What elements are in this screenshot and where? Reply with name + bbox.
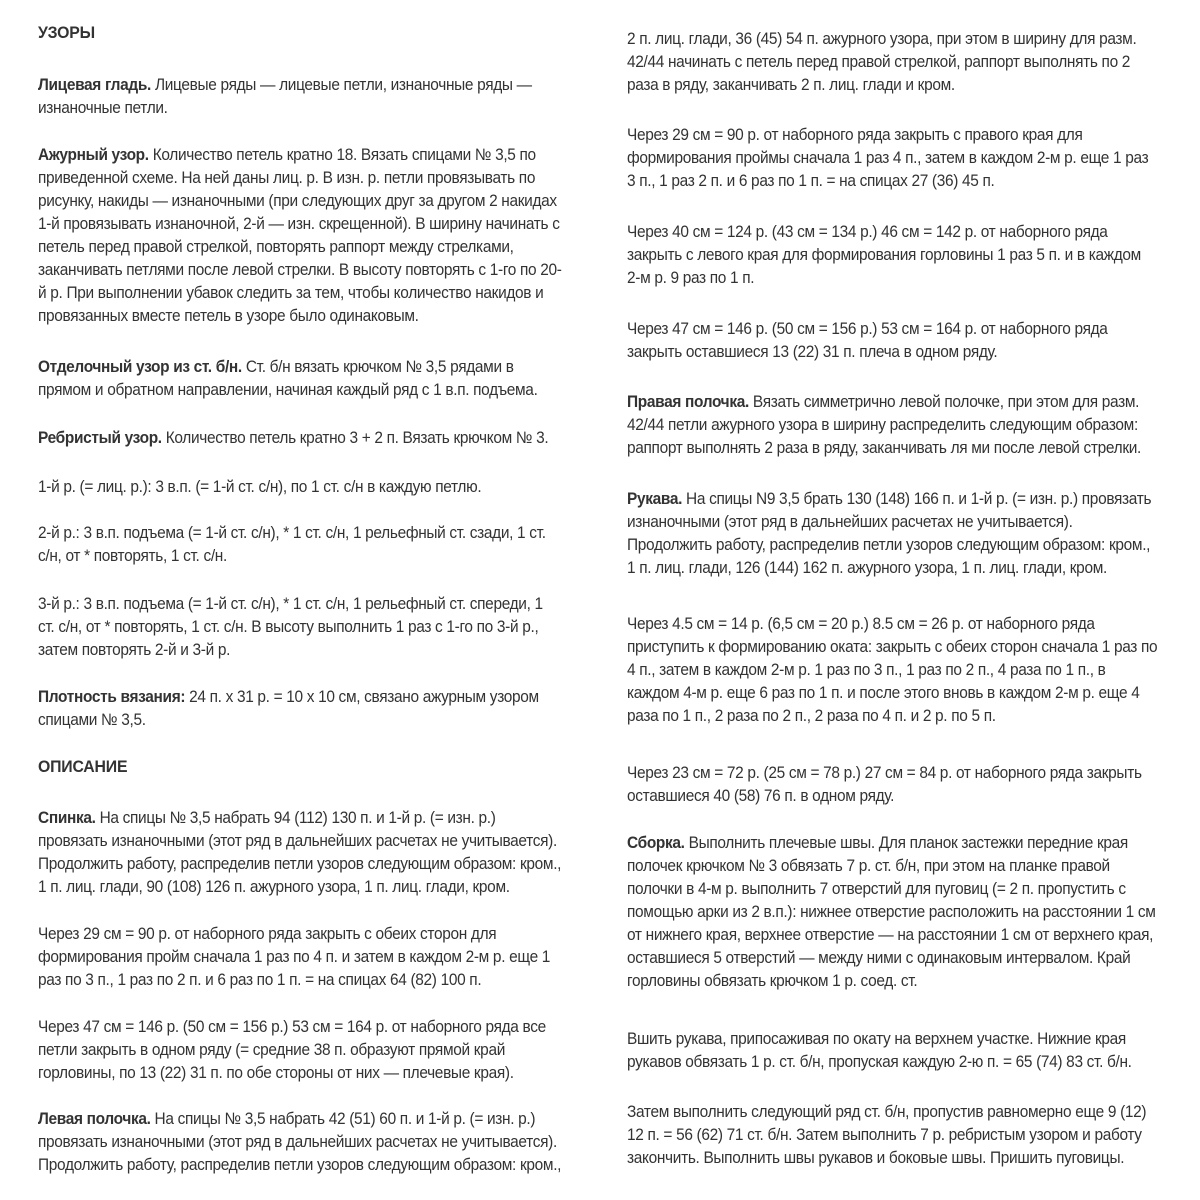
paragraph-lead: Левая полочка.: [38, 1109, 151, 1128]
text-line: провязать изнаночными (этот ряд в дальнейших расчетах не учитывается).: [38, 831, 557, 850]
paragraph-back-neck: [38, 1015, 546, 1084]
text-line: 2-м р. 9 раз по 1 п.: [627, 268, 755, 287]
text-line: Продолжить работу, распределив петли узоров следующим образом: кром.,: [38, 1155, 562, 1174]
paragraph-ribbed: [38, 426, 549, 449]
paragraph-lead: Ажурный узор.: [38, 145, 149, 164]
text-line: 3 п., 1 раз 2 п. и 6 раз по 1 п. = на спицах 27 (36) 45 п.: [627, 171, 995, 190]
paragraph-density: [38, 685, 540, 731]
paragraph-lead: Лицевая гладь.: [38, 75, 151, 94]
paragraph-sleeve-cap: [627, 612, 1158, 727]
paragraph-front-neck: [627, 220, 1139, 289]
text-line: Через 47 см = 146 р. (50 см = 156 р.) 53 см = 164 р. от наборного ряда: [627, 319, 1108, 338]
text-line: 1 п. лиц. глади, 126 (144) 162 п. ажурного узора, 1 п. лиц. глади, кром.: [627, 558, 1107, 577]
paragraph-row1: [38, 475, 540, 498]
paragraph-lead: Отделочный узор из ст. б/н.: [38, 357, 242, 376]
text-line: провязать изнаночными (этот ряд в дальнейших расчетах не учитывается).: [38, 1132, 557, 1151]
text-line: раппорт выполнять 2 раза в ряду, заканчивать ля ми после левой стрелки.: [627, 438, 1142, 457]
text-line: петель перед правой стрелкой, повторять раппорт между стрелками,: [38, 237, 514, 256]
text-line: спицами № 3,5.: [38, 710, 146, 729]
paragraph-lead: Спинка.: [38, 808, 96, 827]
text-line: Вязать симметрично левой полочке, при этом для разм.: [752, 392, 1140, 411]
text-line: горловины, по 13 (22) 31 п. по обе стороны от них — плечевые края).: [38, 1063, 514, 1082]
paragraph-right-front: [627, 390, 1142, 459]
text-line: 1-й р. (= лиц. р.): 3 в.п. (= 1-й ст. с/н), по 1 ст. с/н в каждую петлю.: [38, 477, 482, 496]
text-line: оставшиеся 40 (58) 76 п. в одном ряду.: [627, 786, 895, 805]
text-line: Через 40 см = 124 р. (43 см = 134 р.) 46 см = 142 р. от наборного ряда: [627, 222, 1108, 241]
text-line: 2 п. лиц. глади, 36 (45) 54 п. ажурного узора, при этом в ширину для разм.: [627, 29, 1137, 48]
text-line: Затем выполнить следующий ряд ст. б/н, пропустив равномерно еще 9 (12): [627, 1102, 1147, 1121]
paragraph-back: [38, 806, 562, 898]
text-line: заканчивать петлями после левой стрелки. В высоту повторять с 1-го по 20-: [38, 260, 562, 279]
text-line: формирования проймы сначала 1 раз 4 п., затем в каждом 2-м р. еще 1 раз: [627, 148, 1149, 167]
text-line: изнаночными (этот ряд в дальнейших расчетах не учитывается).: [627, 512, 1073, 531]
text-line: Через 47 см = 146 р. (50 см = 156 р.) 53 см = 164 р. от наборного ряда все: [38, 1017, 546, 1036]
text-line: На спицы № 3,5 набрать 94 (112) 130 п. и 1-й р. (= изн. р.): [99, 808, 496, 827]
paragraph-left-front: [38, 1107, 562, 1176]
text-line: Через 29 см = 90 р. от наборного ряда закрыть с правого края для: [627, 125, 1083, 144]
text-line: й р. При выполнении убавок следить за тем, чтобы количество накидов и: [38, 283, 544, 302]
text-line: рисунку, накиды — изнаночными (при следующих друг за другом 2 накидах: [38, 191, 557, 210]
text-line: 42/44 петли ажурного узора в ширину распределить следующим образом:: [627, 415, 1138, 434]
text-line: оставшиеся 5 отверстий — между ними с одинаковым интервалом. Край: [627, 948, 1131, 967]
text-line: раза в ряду, заканчивать 2 п. лиц. глади и кром.: [627, 75, 955, 94]
text-line: 12 п. = 56 (62) 71 ст. б/н. Затем выполнить 7 р. ребристым узором и работу: [627, 1125, 1142, 1144]
text-line: Через 4.5 см = 14 р. (6,5 см = 20 р.) 8.5 см = 26 р. от наборного ряда: [627, 614, 1095, 633]
text-line: Продолжить работу, распределив петли узоров следующим образом: кром.,: [38, 854, 562, 873]
text-line: раза по 1 п., 2 раза по 2 п., 2 раза по 4 п. и 2 р. по 5 п.: [627, 706, 996, 725]
text-line: 2-й р.: 3 в.п. подъема (= 1-й ст. с/н), * 1 ст. с/н, 1 рельефный ст. сзади, 1 ст.: [38, 523, 546, 542]
text-line: Вшить рукава, припосаживая по окату на верхнем участке. Нижние края: [627, 1029, 1126, 1048]
paragraph-left-front-continued: [627, 27, 1139, 96]
text-line: помощью арки из 2 в.п.): нижнее отверстие расположить на расстоянии 1 см: [627, 902, 1156, 921]
text-line: от нижнего края, верхнее отверстие — на расстоянии 1 см от верхнего края,: [627, 925, 1154, 944]
paragraph-lead: Ребристый узор.: [38, 428, 162, 447]
paragraph-lead: Плотность вязания:: [38, 687, 186, 706]
paragraph-lead: Правая полочка.: [627, 392, 749, 411]
paragraph-sleeves: [627, 487, 1152, 579]
text-line: рукавов обвязать 1 р. ст. б/н, пропуская каждую 2-ю п. = 65 (74) 83 ст. б/н.: [627, 1052, 1132, 1071]
text-line: приведенной схеме. На ней даны лиц. р. В изн. р. петли провязывать по: [38, 168, 536, 187]
text-line: с/н, от * повторять, 1 ст. с/н.: [38, 546, 227, 565]
paragraph-lead: Сборка.: [627, 833, 685, 852]
text-line: На спицы № 3,5 набрать 42 (51) 60 п. и 1-й р. (= изн. р.): [154, 1109, 536, 1128]
text-line: изнаночные петли.: [38, 98, 168, 117]
text-line: полочек крючком № 3 обвязать 7 р. ст. б/н, при этом на планке правой: [627, 856, 1110, 875]
text-line: 1 п. лиц. глади, 90 (108) 126 п. ажурного узора, 1 п. лиц. глади, кром.: [38, 877, 510, 896]
paragraph-row2: [38, 521, 546, 567]
text-line: 3-й р.: 3 в.п. подъема (= 1-й ст. с/н), * 1 ст. с/н, 1 рельефный ст. спереди, 1: [38, 594, 543, 613]
paragraph-sew-sleeves: [627, 1027, 1139, 1073]
paragraph-finishing: [38, 355, 540, 401]
text-line: 24 п. х 31 р. = 10 х 10 см, связано ажурным узором: [189, 687, 539, 706]
paragraph-back-armholes: [38, 922, 551, 991]
section-heading-patterns: УЗОРЫ: [38, 23, 95, 42]
text-line: приступить к формированию оката: закрыть с обеих сторон сначала 1 раз по: [627, 637, 1158, 656]
text-line: 4 п., затем в каждом 2-м р. 1 раз по 3 п., 1 раз по 2 п., 4 раза по 1 п., в: [627, 660, 1106, 679]
text-line: Ст. б/н вязать крючком № 3,5 рядами в: [245, 357, 514, 376]
text-line: горловины обвязать крючком 1 р. соед. ст.: [627, 971, 918, 990]
text-line: формирования пройм сначала 1 раз по 4 п. и затем в каждом 2-м р. еще 1: [38, 947, 551, 966]
text-line: закончить. Выполнить швы рукавов и боковые швы. Пришить пуговицы.: [627, 1148, 1125, 1167]
text-line: Количество петель кратно 18. Вязать спицами № 3,5 по: [152, 145, 536, 164]
text-line: На спицы N9 3,5 брать 130 (148) 166 п. и 1-й р. (= изн. р.) провязать: [686, 489, 1152, 508]
paragraph-lead: Рукава.: [627, 489, 683, 508]
text-line: полочки в 4-м р. выполнить 7 отверстий для пуговиц (= 2 п. пропустить с: [627, 879, 1126, 898]
text-line: ст. с/н, от * повторять, 1 ст. с/н. В высоту выполнить 1 раз с 1-го по 3-й р.,: [38, 617, 539, 636]
text-line: 1-й провязывать изнаночной, 2-й — изн. скрещенной). В ширину начинать с: [38, 214, 560, 233]
section-heading-description: ОПИСАНИЕ: [38, 757, 128, 776]
text-line: затем повторять 2-й и 3-й р.: [38, 640, 231, 659]
text-line: Лицевые ряды — лицевые петли, изнаночные ряды —: [154, 75, 532, 94]
paragraph-assembly: [627, 831, 1156, 992]
text-line: раз по 3 п., 1 раз по 2 п. и 6 раз по 1 п. = на спицах 64 (82) 100 п.: [38, 970, 482, 989]
text-line: каждом 4-м р. еще 6 раз по 1 п. и после этого вновь в каждом 2-м р. еще 4: [627, 683, 1140, 702]
text-line: 42/44 начинать с петель перед правой стрелкой, раппорт выполнять по 2: [627, 52, 1131, 71]
text-line: закрыть оставшиеся 13 (22) 31 п. плеча в одном ряду.: [627, 342, 998, 361]
text-line: провязанных вместе петель в узоре было одинаковым.: [38, 306, 419, 325]
text-line: закрыть с левого края для формирования горловины 1 раз 5 п. и в каждом: [627, 245, 1141, 264]
paragraph-sleeve-end: [627, 761, 1142, 807]
text-line: петли закрыть в одном ряду (= средние 38 п. образуют прямой край: [38, 1040, 506, 1059]
text-line: Через 29 см = 90 р. от наборного ряда закрыть с обеих сторон для: [38, 924, 497, 943]
text-line: Количество петель кратно 3 + 2 п. Вязать крючком № 3.: [165, 428, 549, 447]
paragraph-final: [627, 1100, 1147, 1169]
text-line: прямом и обратном направлении, начиная каждый ряд с 1 в.п. подъема.: [38, 380, 538, 399]
paragraph-smooth: [38, 73, 540, 119]
text-line: Через 23 см = 72 р. (25 см = 78 р.) 27 см = 84 р. от наборного ряда закрыть: [627, 763, 1142, 782]
text-line: Продолжить работу, распределив петли узоров следующим образом: кром.,: [627, 535, 1151, 554]
paragraph-front-armhole: [627, 123, 1149, 192]
paragraph-openwork: [38, 143, 562, 327]
text-line: Выполнить плечевые швы. Для планок застежки передние края: [688, 833, 1128, 852]
paragraph-front-shoulder: [627, 317, 1139, 363]
paragraph-row3: [38, 592, 543, 661]
